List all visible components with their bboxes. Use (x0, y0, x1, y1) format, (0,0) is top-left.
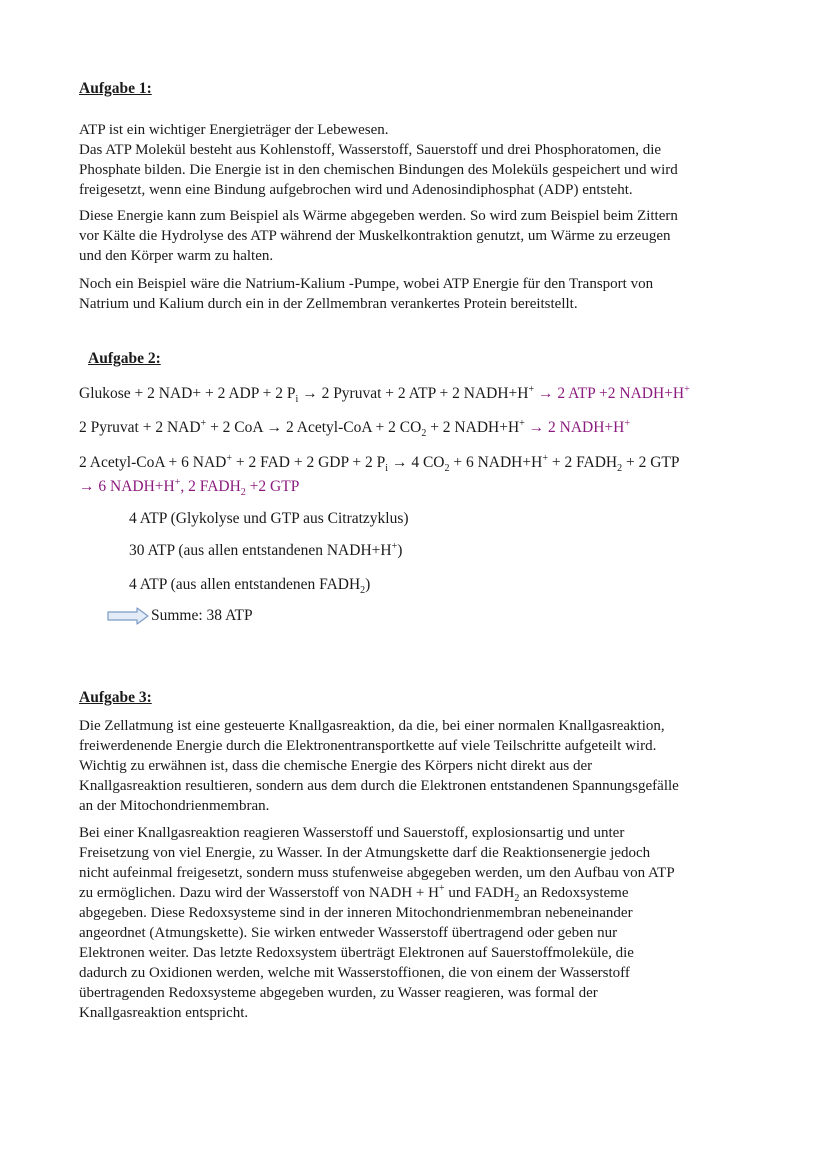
aufgabe-1-paragraph-2: Diese Energie kann zum Beispiel als Wärme abgegeben werden. So wird zum Beispiel beim Zittern vor Kälte die Hydrolyse des ATP während der Muskelkontraktion genutzt, um Wärme zu erzeugen und den Körper warm zu halten. (79, 208, 678, 264)
aufgabe-3-paragraph-1: Die Zellatmung ist eine gesteuerte Knallgasreaktion, da die, bei einer normalen Knallgasreaktion, freiwerdenende Energie durch die Elektronentransportkette auf viele Teilschritte aufgeteilt wird. Wichtig zu erwähnen ist, dass die chemische Energie des Körpers nicht direkt aus der Knallgasreaktion resultieren, sondern aus dem durch die Elektronen entstandenen Spannungsgefälle an der Mitochondrienmembran. (79, 718, 679, 814)
aufgabe-1-heading: Aufgabe 1: (79, 80, 152, 97)
equation-glykolyse: Glukose + 2 NAD+ + 2 ADP + 2 $P_i \to 2$ Pyruvat + 2 ATP + 2 NADH+H+ → 2 ATP +2 NADH+H+ (79, 383, 690, 406)
aufgabe-1-paragraph-3: Noch ein Beispiel wäre die Natrium-Kalium -Pumpe, wobei ATP Energie für den Transport von Natrium und Kalium durch ein in der Zellmembran verankertes Protein bereitstellt. (79, 276, 654, 312)
aufgabe-2-heading: Aufgabe 2: (88, 350, 161, 367)
atp-line-glykolyse: 4 ATP (Glykolyse und GTP aus Citratzyklus) (129, 510, 409, 527)
equation-pyruvat-oxidation: 2 Pyruvat + 2 NAD+ + 2 CoA → 2 Acetyl-CoA + 2 $CO_2 + 2$ NADH+H+ → 2 NADH+H+ (79, 417, 631, 440)
right-arrow-icon (107, 607, 149, 625)
aufgabe-1-paragraph-1: ATP ist ein wichtiger Energieträger der Lebewesen. Das ATP Molekül besteht aus Kohlenstoff, Wasserstoff, Sauerstoff und drei Phosphoratomen, die Phosphate bilden. Die Energie ist in den chemischen Bindungen des Moleküls gespeichert und wird freigesetzt, wenn eine Bindung aufgebrochen wird und Adenosindiphosphat (ADP) entsteht. (79, 122, 678, 198)
summe-text: Summe: 38 ATP (151, 607, 253, 624)
aufgabe-3-paragraph-2: Bei einer Knallgasreaktion reagieren Wasserstoff und Sauerstoff, explosionsartig und unter Freisetzung von viel Energie, zu Wasser. In der Atmungskette darf die Reaktionsenergie jedoch nicht aufeinmal freigesetzt, sondern muss stufenweise abgegeben werden, um den Aufbau von ATP zu ermöglichen. Dazu wird der Wasserstoff von NADH + H+ und $FADH_2$ an Redoxsysteme abgegeben. Diese Redoxsysteme sind in der inneren Mitochondrienmembran nebeneinander angeordnet (Atmungskette). Sie wirken entweder Wasserstoff übertragend oder geben nur Elektronen weiter. Das letzte Redoxsystem überträgt Elektronen auf Sauerstoffmoleküle, die dadurch zu Oxidionen werden, welche mit Wasserstoffionen, die von einem der Wasserstoff übertragenden Redoxsysteme abgegeben wurden, zu Wasser reagieren, was formal der Knallgasreaktion entspricht. (79, 825, 675, 1021)
equation-citratzyklus: 2 Acetyl-CoA + 6 NAD+ + 2 FAD + 2 GDP + 2 $P_i \to 4$ $CO_2 + 6$ NADH+H+ + 2 $FADH_2 + 2$ GTP (79, 452, 680, 475)
aufgabe-3-heading: Aufgabe 3: (79, 689, 152, 706)
atp-line-fadh: 4 ATP (aus allen entstandenen $FADH_2$) (129, 576, 371, 597)
equation-citratzyklus-result: → 6 NADH+H+, 2 $FADH_2 +2$ GTP (79, 476, 300, 499)
atp-line-nadh: 30 ATP (aus allen entstandenen NADH+H+) (129, 540, 403, 559)
atp-summe (107, 604, 253, 628)
